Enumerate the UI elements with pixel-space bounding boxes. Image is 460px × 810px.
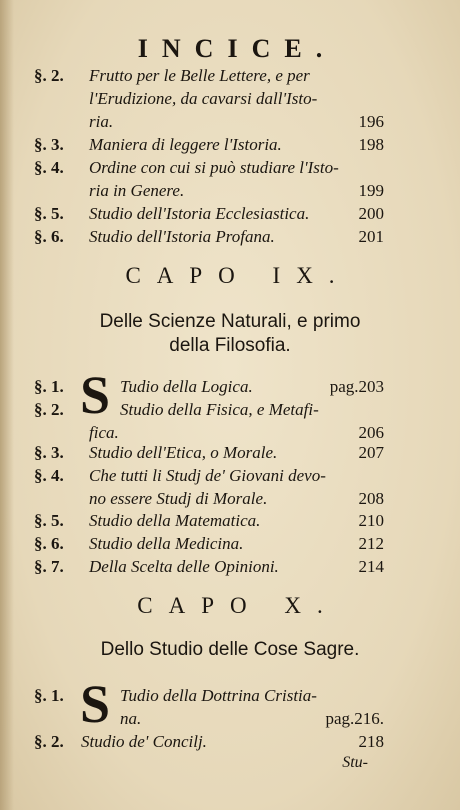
- toc-entry: [34, 133, 384, 156]
- toc-entry: [34, 202, 384, 225]
- section-number: §. 2.: [34, 732, 64, 751]
- toc-entry: [34, 464, 384, 510]
- entry-title: Studio dell'Istoria Profana.: [89, 227, 275, 246]
- section-number: §. 4.: [34, 466, 64, 485]
- entry-title: Maniera di leggere l'Istoria.: [89, 135, 282, 154]
- page-number: 218: [358, 732, 384, 751]
- entry-title: Studio della Medicina.: [89, 534, 244, 553]
- section-number: §. 6.: [34, 227, 64, 246]
- toc-entry: [34, 365, 384, 444]
- page-number: 201: [358, 227, 384, 246]
- chapter-heading: CAPO IX.: [125, 263, 351, 288]
- entry-title: Tudio della Logica.: [120, 377, 253, 396]
- toc-entry: [34, 156, 384, 202]
- page-number: 196: [358, 112, 384, 131]
- page-number: 200: [358, 204, 384, 223]
- entry-title: Che tutti li Studj de' Giovani devo-: [89, 466, 326, 485]
- section-number: §. 4.: [34, 158, 64, 177]
- section-number: §. 2.: [34, 400, 64, 419]
- page-header: INCICE.: [137, 34, 337, 63]
- section-number: §. 1.: [34, 377, 64, 396]
- entry-title: Studio della Fisica, e Metafi-: [120, 400, 319, 419]
- toc-entry: [34, 509, 384, 532]
- page-number: pag.216.: [325, 709, 384, 728]
- entry-title: Studio della Matematica.: [89, 511, 261, 530]
- toc-entry: [34, 674, 384, 734]
- drop-cap: S: [80, 674, 111, 734]
- toc-entry: [34, 225, 384, 248]
- section-number: §. 3.: [34, 135, 64, 154]
- entry-title-cont: l'Erudizione, da cavarsi dall'Isto-: [89, 89, 318, 108]
- chapter-heading: CAPO X.: [137, 593, 339, 618]
- page-number: 214: [358, 557, 384, 576]
- page-number: 210: [358, 511, 384, 530]
- entry-title-cont: no essere Studj di Morale.: [89, 489, 268, 508]
- toc-entry: [34, 532, 384, 555]
- page-number: 207: [358, 443, 384, 462]
- page-number: 212: [358, 534, 384, 553]
- entry-title-cont: ria in Genere.: [89, 181, 185, 200]
- page-number: 208: [358, 489, 384, 508]
- catchword: Stu-: [342, 754, 368, 771]
- entry-title: Frutto per le Belle Lettere, e per: [89, 66, 310, 85]
- entry-title: Studio de' Concilj.: [81, 732, 207, 751]
- entry-title-cont: ria.: [89, 112, 114, 131]
- section-number: §. 5.: [34, 204, 64, 223]
- section-number: §. 6.: [34, 534, 64, 553]
- toc-entry: [34, 441, 384, 464]
- chapter-subtitle: Dello Studio delle Cose Sagre.: [100, 639, 360, 660]
- toc-entry: [34, 730, 384, 753]
- toc-entry: [34, 555, 384, 578]
- entry-title: Studio dell'Istoria Ecclesiastica.: [89, 204, 310, 223]
- entry-title: Ordine con cui si può studiare l'Isto-: [89, 158, 339, 177]
- entry-title: Studio dell'Etica, o Morale.: [89, 443, 278, 462]
- section-number: §. 3.: [34, 443, 64, 462]
- entry-title-cont: fica.: [89, 423, 119, 442]
- drop-cap: S: [80, 365, 111, 425]
- page-gutter-shadow: [0, 0, 14, 810]
- chapter-subtitle-line: Delle Scienze Naturali, e primo: [99, 311, 361, 332]
- entry-title: Tudio della Dottrina Cristia-: [120, 686, 317, 705]
- page-number: 199: [358, 181, 384, 200]
- page-number: pag.203: [329, 377, 384, 396]
- chapter-subtitle: [0, 310, 460, 358]
- section-number: §. 1.: [34, 686, 64, 705]
- entry-title: Della Scelta delle Opinioni.: [89, 557, 279, 576]
- section-number: §. 7.: [34, 557, 64, 576]
- page-number: 206: [358, 423, 384, 442]
- section-number: §. 2.: [34, 66, 64, 85]
- section-number: §. 5.: [34, 511, 64, 530]
- page-number: 198: [358, 135, 384, 154]
- chapter-subtitle-line: della Filosofia.: [169, 335, 291, 356]
- entry-title-cont: na.: [120, 709, 142, 728]
- toc-entry: [34, 64, 384, 133]
